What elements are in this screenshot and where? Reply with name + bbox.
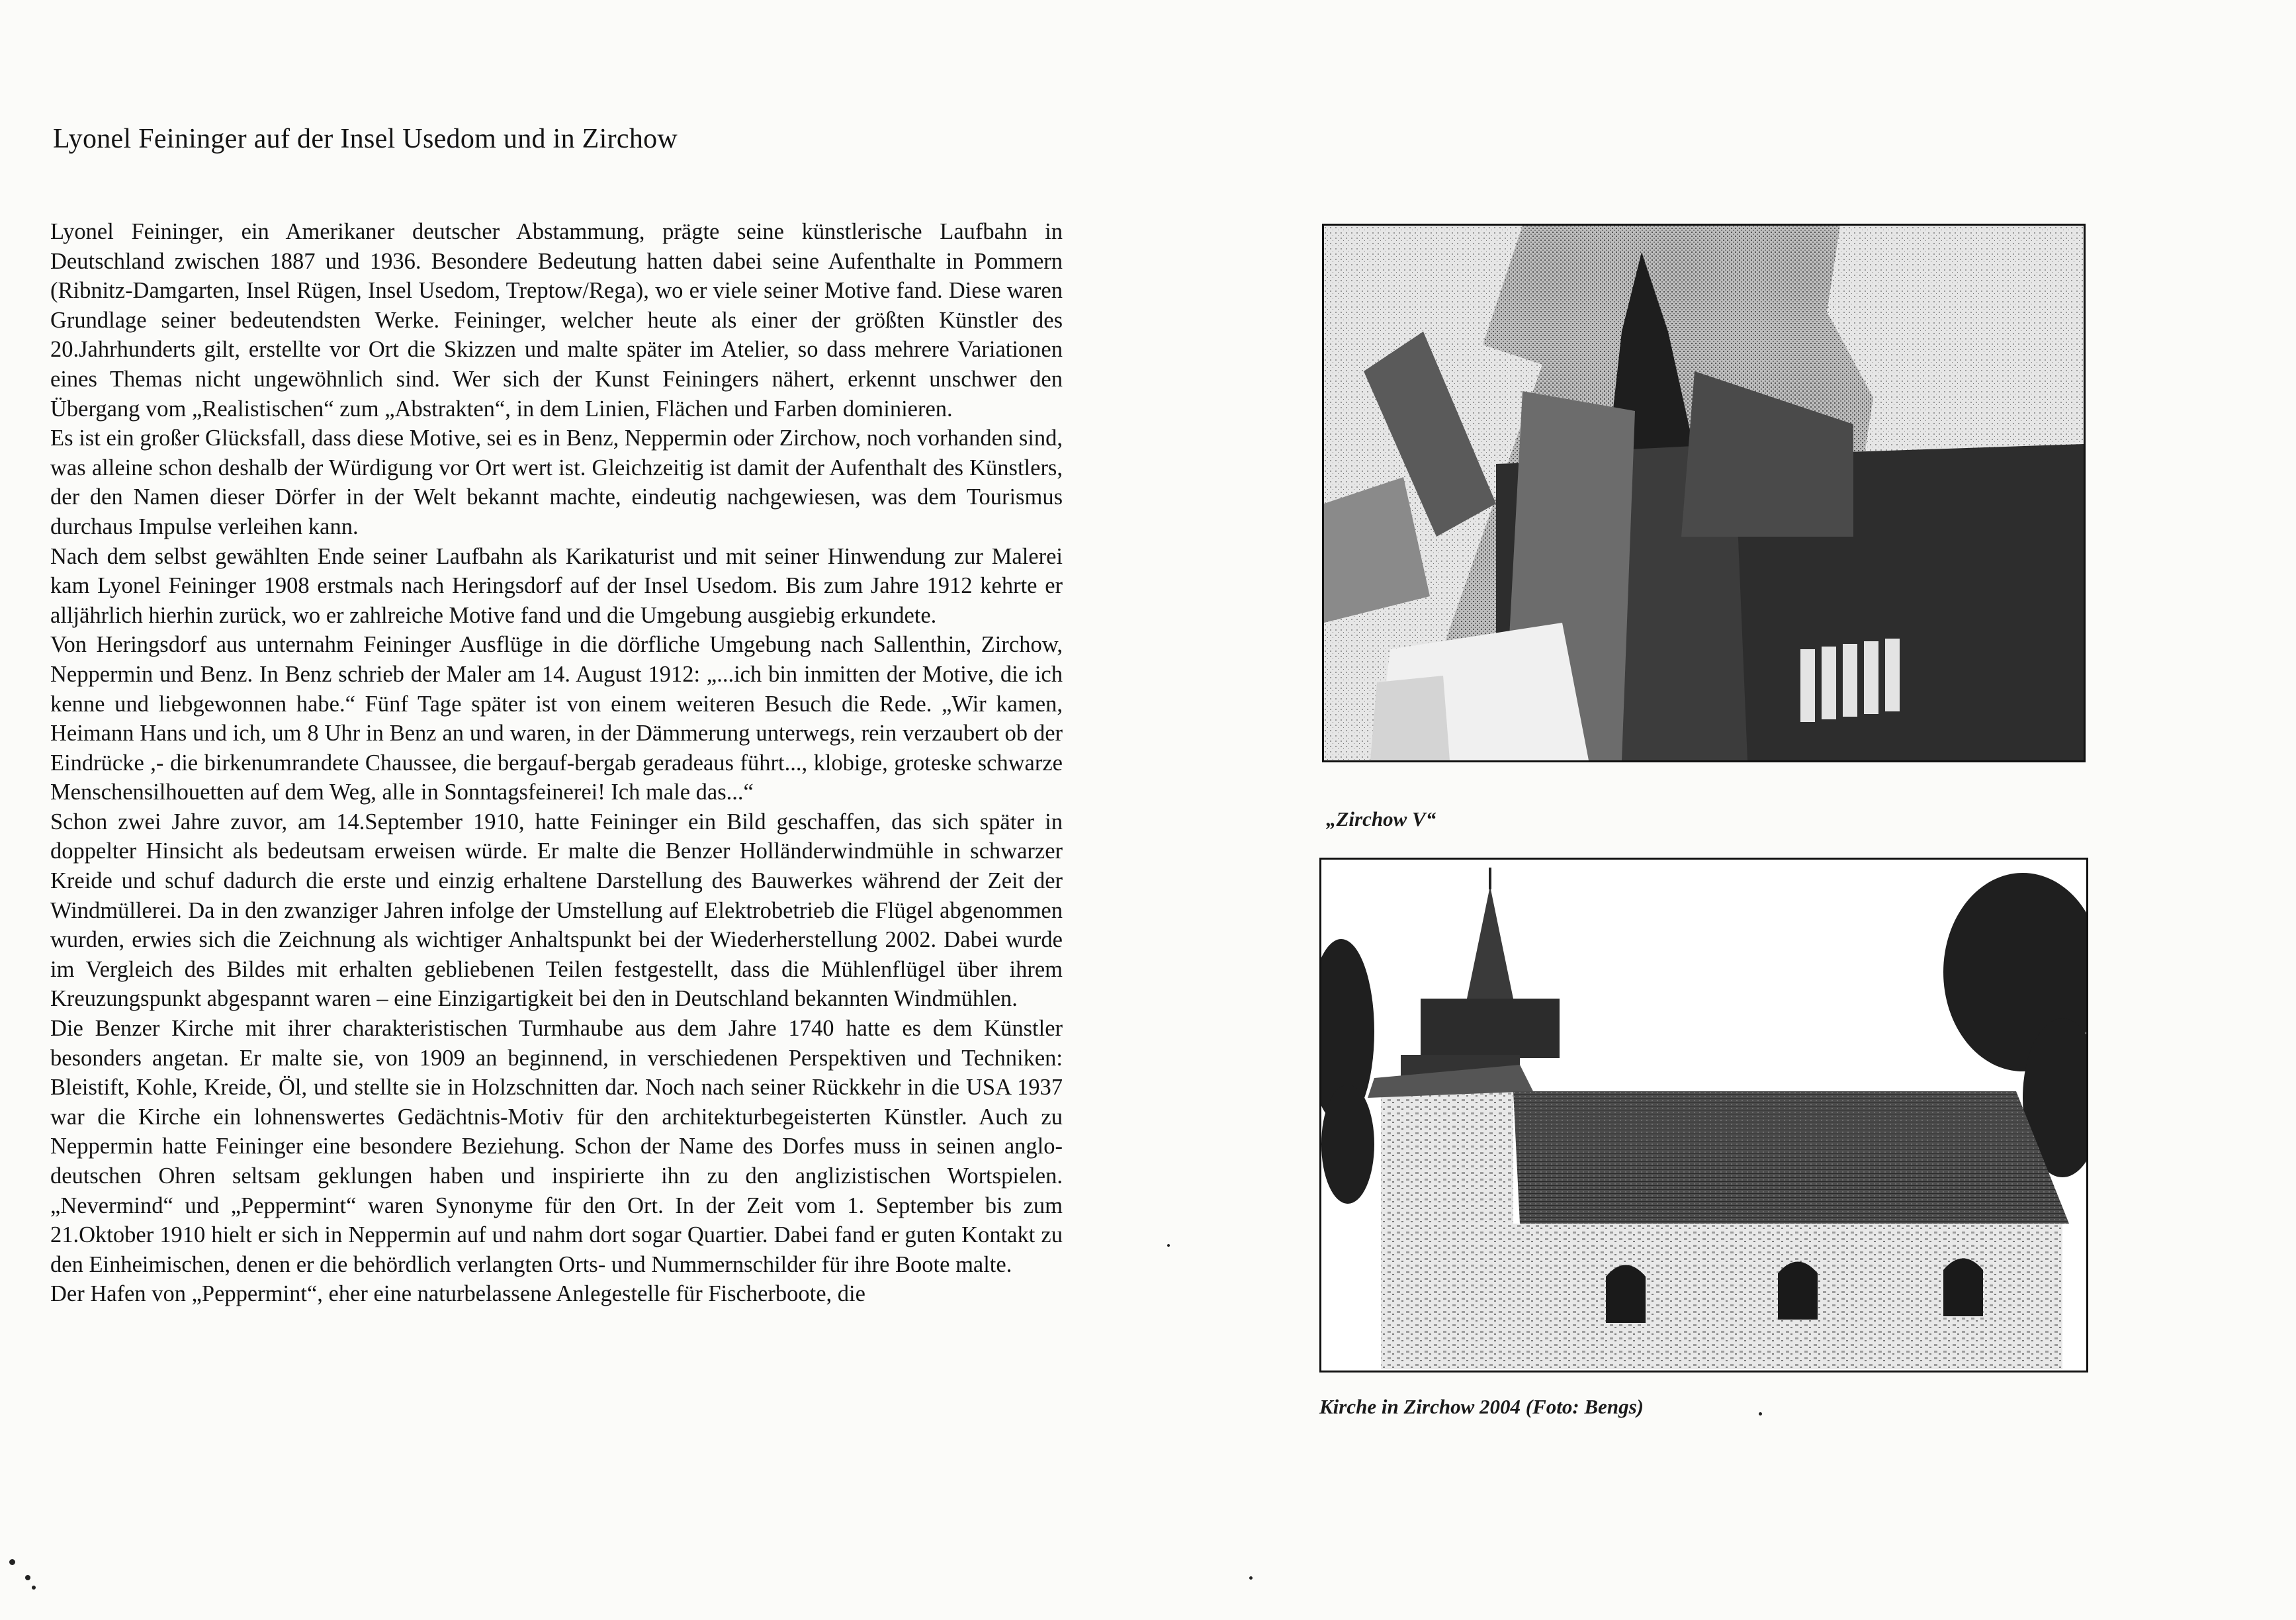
article-paragraph: Nach dem selbst gewählten Ende seiner Laufbahn als Karikaturist und mit seiner Hinwendung zur Malerei kam Lyonel Feininger 1908 erstmals nach Heringsdorf auf der Insel Usedom. Bis zum Jahre 1912 kehrte er alljährlich hierhin zurück, wo er zahlreiche Motive fand und die Umgebung ausgiebig erkundete. <box>50 543 1063 628</box>
article-paragraph: Lyonel Feininger, ein Amerikaner deutscher Abstammung, prägte seine künstlerische Laufbahn in Deutschland zwischen 1887 und 1936. Besondere Bedeutung hatten dabei seine Aufenthalte in Pommern (Ribnitz-Damgarten, Insel Rügen, Insel Usedom, Treptow/Rega), wo er viele seiner Motive fand. Diese waren Grundlage seiner bedeutendsten Werke. Feininger, welcher heute als einer der größten Künstler des 20.Jahrhunderts gilt, erstellte vor Ort die Skizzen und malte später im Atelier, so dass mehrere Variationen eines Themas nicht ungewöhnlich sind. Wer sich der Kunst Feiningers nähert, erkennt unschwer den Übergang vom „Realistischen“ zum „Abstrakten“, in dem Linien, Flächen und Farben dominieren. <box>50 219 1063 422</box>
article-paragraph: Von Heringsdorf aus unternahm Feininger Ausflüge in die dörfliche Umgebung nach Sallenthin, Zirchow, Neppermin und Benz. In Benz schrieb der Maler am 14. August 1912: „...ich bin inmitten der Motive, die ich kenne und liebgewonnen habe.“ Fünf Tage später ist von einem weiteren Besuch die Rede. „Wir kamen, Heimann Hans und ich, um 8 Uhr in Benz an und waren, in der Dämmerung unterwegs, rein verzaubert ob der Eindrücke ,- die birkenumrandete Chaussee, die bergauf-bergab geradeaus führt..., klobige, groteske schwarze Menschensilhouetten auf dem Weg, alle in Sonntagsfeinerei! Ich male das...“ <box>50 632 1063 805</box>
scan-speck <box>1759 1412 1762 1416</box>
figure-caption: Kirche in Zirchow 2004 (Foto: Bengs) <box>1319 1395 1644 1418</box>
article-paragraph: Der Hafen von „Peppermint“, eher eine naturbelassene Anlegestelle für Fischerboote, die <box>50 1281 865 1307</box>
painting-zirchow-graphic <box>1324 226 2084 760</box>
article-paragraph: Schon zwei Jahre zuvor, am 14.September 1910, hatte Feininger ein Bild geschaffen, das sich später in doppelter Hinsicht als bedeutsam erweisen würde. Er malte die Benzer Holländerwindmühle in schwarzer Kreide und schuf dadurch die erste und einzig erhaltene Darstellung des Bauwerkes während der Zeit der Windmüllerei. Da in den zwanziger Jahren infolge der Umstellung auf Elektrobetrieb die Flügel abgenommen wurden, erwies sich die Zeichnung als wichtiger Anhaltspunkt bei der Wiederherstellung 2002. Dabei wurde im Vergleich des Bildes mit erhalten gebliebenen Teilen festgestellt, dass die Mühlenflügel über ihrem Kreuzungspunkt abgespannt waren – eine Einzigartigkeit bei den in Deutschland bekannten Windmühlen. <box>50 809 1063 1012</box>
page-title: Lyonel Feininger auf der Insel Usedom und in Zirchow <box>53 124 678 154</box>
article-paragraph: Die Benzer Kirche mit ihrer charakteristischen Turmhaube aus dem Jahre 1740 hatte es dem Künstler besonders angetan. Er malte sie, von 1909 an beginnend, in verschiedenen Perspektiven und Techniken: Bleistift, Kohle, Kreide, Öl, und stellte sie in Holzschnitten dar. Noch nach seiner Rückkehr in die USA 1937 war die Kirche ein lohnenswertes Gedächtnis-Motiv für den architekturbegeisterten Künstler. Auch zu Neppermin hatte Feininger eine besondere Beziehung. Schon der Name des Dorfes muss in seinen anglo-deutschen Ohren seltsam geklungen haben und inspirierte ihn zu den anglizistischen Wortspielen. „Nevermind“ und „Peppermint“ waren Synonyme für den Ort. In der Zeit vom 1. September bis zum 21.Oktober 1910 hielt er sich in Neppermin auf und nahm dort sogar Quartier. Dabei fand er guten Kontakt zu den Einheimischen, denen er die behördlich verlangten Orts- und Nummernschilder für ihre Boote malte. <box>50 1016 1063 1277</box>
scan-speck <box>9 1559 15 1565</box>
scan-speck <box>25 1575 30 1580</box>
article-paragraph: Es ist ein großer Glücksfall, dass diese Motive, sei es in Benz, Neppermin oder Zirchow, noch vorhanden sind, was alleine schon deshalb der Würdigung vor Ort wert ist. Gleichzeitig ist damit der Aufenthalt des Künstlers, der den Namen dieser Dörfer in der Welt bekannt machte, eindeutig nachgewiesen, was dem Tourismus durchaus Impulse verleihen kann. <box>50 426 1063 539</box>
article-body <box>50 217 1063 1309</box>
church-photo-image <box>1319 858 2088 1372</box>
figure-caption: „Zirchow V“ <box>1326 807 1436 831</box>
scan-speck <box>1167 1244 1170 1247</box>
painting-zirchow-image <box>1322 224 2086 762</box>
church-photo-graphic <box>1321 860 2086 1371</box>
scan-speck <box>1249 1576 1253 1580</box>
scan-speck <box>32 1586 36 1590</box>
